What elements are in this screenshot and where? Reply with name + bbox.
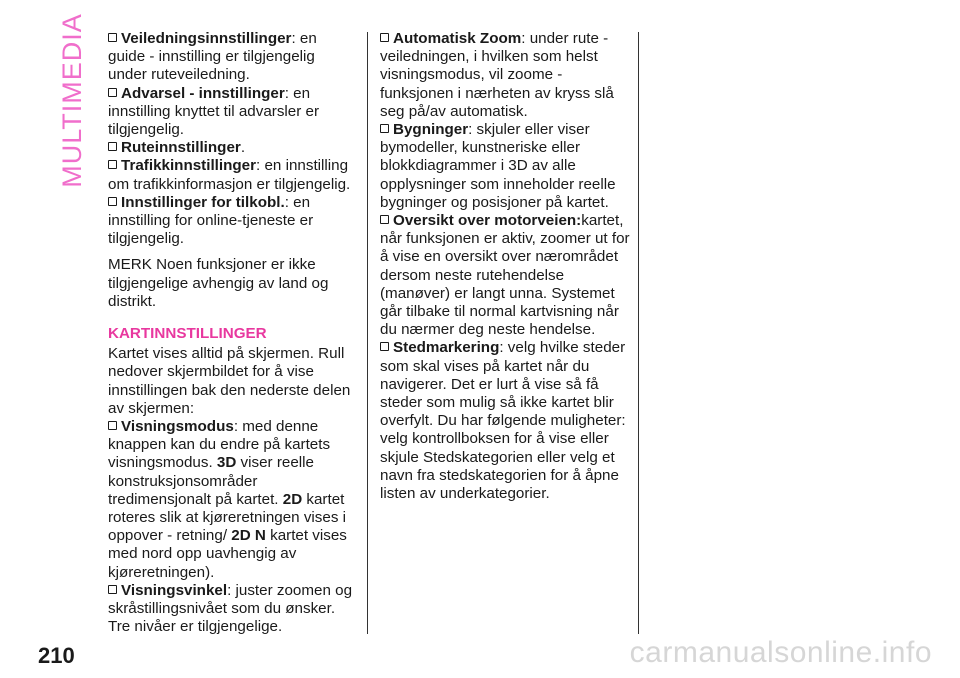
list-item	[108, 157, 356, 193]
bullet-box-icon	[108, 33, 117, 42]
list-item	[380, 339, 630, 503]
list-item	[108, 30, 356, 85]
item-text: kartet, når funksjonen er aktiv, zoomer ut for å vise en oversikt over nærområdet dersom neste rutehendelse (manøver) er langt unna. Systemet går tilbake til normal kartvisning når du nærmer deg neste hendelse.	[380, 212, 630, 339]
item-text: : en innstilling for online-tjeneste er tilgjengelig.	[108, 193, 314, 248]
bullet-box-icon	[380, 215, 389, 224]
intro-text: Kartet vises alltid på skjermen. Rull nedover skjermbildet for å vise innstillingen bak den nederste delen av skjermen:	[108, 345, 351, 417]
section-heading: KARTINNSTILLINGER	[108, 325, 267, 343]
item-label: Ruteinnstillinger	[121, 139, 241, 157]
item-text: : velg hvilke steder som skal vises på kartet når du navigerer. Det er lurt å vise så få steder som mulig så ikke kartet blir overfylt. Du har følgende muligheter: velg kontrollboksen for å vise eller skjule Stedskategorien eller velg et navn fra stedskategorien for å åpne listen av underkategorier.	[380, 339, 626, 503]
list-item	[380, 30, 630, 121]
item-text: : en innstilling knyttet til advarsler er tilgjengelig.	[108, 84, 320, 139]
item-text: viser reelle konstruksjonsområder tredimensjonalt på kartet.	[108, 454, 314, 508]
item-label: Trafikkinnstillinger	[121, 157, 257, 175]
list-item-visningsvinkel	[108, 582, 356, 637]
list-item	[108, 139, 356, 157]
column-divider-left	[367, 32, 368, 634]
side-title	[52, 12, 92, 188]
item-label: Stedmarkering	[393, 339, 500, 357]
mode-2dn-label: 2D N	[231, 527, 266, 545]
item-label: Visningsmodus	[121, 418, 234, 436]
item-text: : under rute - veiledningen, i hvilken som helst visningsmodus, vil zoome - funksjonen i nærheten av kryss slå seg på/av automatisk.	[380, 30, 614, 120]
bullet-box-icon	[108, 160, 117, 169]
item-text: : juster zoomen og skråstillingsnivået som du ønsker. Tre nivåer er tilgjengelige.	[108, 581, 353, 636]
list-item	[108, 194, 356, 249]
watermark: carmanualsonline.info	[629, 636, 932, 669]
left-column	[108, 30, 356, 637]
item-label: Veiledningsinnstillinger	[121, 30, 292, 47]
bullet-box-icon	[380, 124, 389, 133]
bullet-box-icon	[108, 142, 117, 151]
right-column	[380, 30, 630, 503]
list-item	[380, 121, 630, 212]
list-item	[108, 85, 356, 140]
bullet-box-icon	[380, 33, 389, 42]
item-text: kartet roteres slik at kjøreretningen vises i oppover - retning/	[108, 490, 347, 545]
column-divider-right	[638, 32, 639, 634]
list-item	[380, 212, 630, 339]
item-text: .	[240, 139, 246, 157]
item-label: Oversikt over motorveien:	[393, 212, 582, 230]
item-text: : en innstilling om trafikkinformasjon er tilgjengelig.	[108, 157, 351, 193]
item-label: Visningsvinkel	[121, 581, 228, 599]
bullet-box-icon	[108, 197, 117, 206]
item-label: Bygninger	[393, 121, 469, 139]
item-label: Innstillinger for tilkobl.	[121, 193, 285, 211]
item-text: kartet vises med nord opp uavhengig av kjøreretningen).	[108, 527, 347, 581]
side-title-text: MULTIMEDIA	[56, 12, 87, 188]
item-text: : en guide - innstilling er tilgjengelig under ruteveiledning.	[108, 30, 317, 84]
page-number: 210	[38, 643, 75, 668]
bullet-box-icon	[108, 585, 117, 594]
item-label: Advarsel - innstillinger	[121, 84, 285, 102]
note-text: MERK Noen funksjoner er ikke tilgjengelige avhengig av land og distrikt.	[108, 256, 329, 310]
bullet-box-icon	[108, 421, 117, 430]
item-text: : med denne knappen kan du endre på kartets visningsmodus.	[108, 418, 331, 472]
item-text: : skjuler eller viser bymodeller, kunstneriske eller blokkdiagrammer i 3D av alle opplysninger som inneholder reelle bygninger og posisjoner på kartet.	[380, 121, 616, 211]
item-label: Automatisk Zoom	[393, 30, 522, 47]
bullet-box-icon	[108, 88, 117, 97]
mode-2d-label: 2D	[282, 490, 303, 508]
mode-3d-label: 3D	[216, 454, 237, 472]
list-item-visningsmodus	[108, 418, 356, 582]
bullet-box-icon	[380, 342, 389, 351]
